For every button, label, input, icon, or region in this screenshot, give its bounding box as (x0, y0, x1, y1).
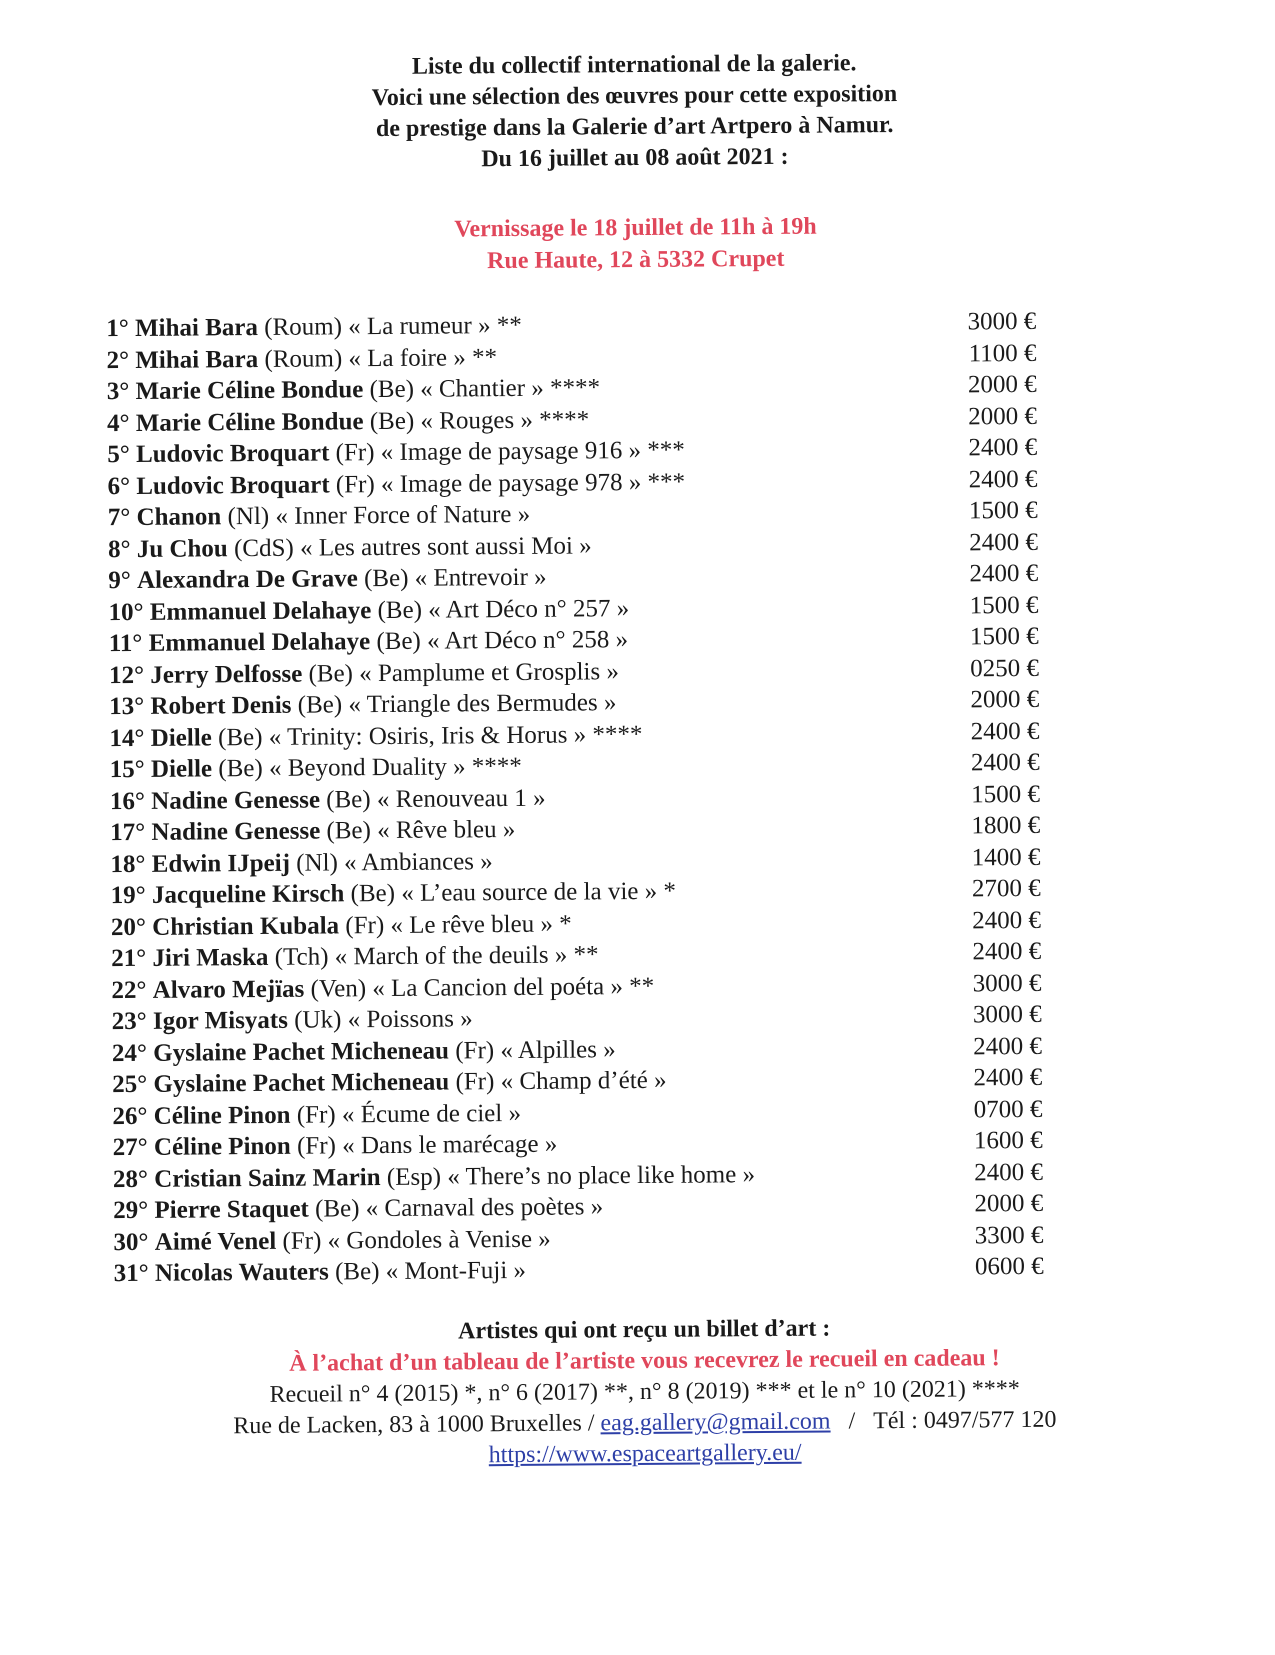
work-artist: Dielle (151, 724, 212, 751)
work-origin: (Be) (376, 628, 421, 655)
work-stars: *** (647, 437, 685, 464)
work-title: « There’s no place like home » (447, 1161, 755, 1190)
work-price: 1400 € (950, 841, 1040, 873)
document-footer (144, 1311, 1145, 1474)
work-origin: (Ven) (310, 975, 366, 1002)
header-dates: Du 16 juillet au 08 août 2021 : (235, 140, 1035, 177)
work-artist: Gyslaine Pachet Micheneau (153, 1037, 449, 1066)
work-price: 2400 € (953, 1156, 1043, 1188)
work-number: 24° (112, 1039, 147, 1066)
work-price: 0250 € (949, 652, 1039, 684)
work-title: « Rouges » (420, 406, 533, 434)
work-title: « Mont-Fuji » (386, 1257, 527, 1285)
work-stars: **** (539, 406, 589, 433)
work-artist: Ludovic Broquart (136, 439, 330, 468)
work-origin: (Be) (218, 723, 263, 750)
work-number: 20° (111, 913, 146, 940)
work-number: 12° (109, 661, 144, 688)
work-artist: Nadine Genesse (151, 818, 320, 846)
work-number: 25° (112, 1071, 147, 1098)
work-price: 1500 € (948, 495, 1038, 527)
work-price: 2400 € (949, 715, 1039, 747)
work-title: « Image de paysage 978 » (381, 468, 642, 497)
work-price: 1500 € (949, 621, 1039, 653)
work-price: 2000 € (949, 684, 1039, 716)
phone-number: Tél : 0497/577 120 (873, 1407, 1057, 1434)
work-number: 6° (107, 472, 130, 499)
work-title: « Dans le marécage » (342, 1131, 557, 1160)
work-number: 21° (111, 945, 146, 972)
work-price: 2400 € (951, 904, 1041, 936)
work-title: « Pamplume et Grosplis » (359, 658, 619, 687)
document-header (234, 47, 1035, 177)
work-artist: Jerry Delfosse (150, 660, 302, 688)
work-price: 1600 € (953, 1125, 1043, 1157)
work-artist: Edwin IJpeij (152, 849, 290, 877)
work-number: 1° (106, 315, 129, 342)
work-title: « Ambiances » (344, 848, 493, 876)
work-stars: ** (472, 344, 497, 371)
work-origin: (CdS) (234, 534, 294, 561)
work-number: 13° (109, 693, 144, 720)
work-origin: (Fr) (345, 912, 384, 939)
work-number: 4° (107, 409, 130, 436)
work-artist: Ludovic Broquart (136, 471, 330, 500)
vernissage-address: Rue Haute, 12 à 5332 Crupet (236, 241, 1036, 279)
work-origin: (Be) (315, 1195, 360, 1222)
work-price: 3000 € (946, 306, 1036, 338)
recueils-line: Recueil n° 4 (2015) *, n° 6 (2017) **, n° 8 (2019) *** et le n° 10 (2021) **** (145, 1373, 1145, 1412)
work-price: 2000 € (947, 369, 1037, 401)
work-number: 29° (113, 1197, 148, 1224)
work-price: 2000 € (953, 1188, 1043, 1220)
work-title: « L’eau source de la vie » (401, 878, 657, 907)
work-origin: (Be) (326, 817, 371, 844)
work-number: 19° (111, 882, 146, 909)
promo-line: À l’achat d’un tableau de l’artiste vous recevrez le recueil en cadeau ! (144, 1342, 1144, 1381)
work-title: « Renouveau 1 » (377, 784, 546, 812)
contact-separator: / (830, 1406, 873, 1437)
work-artist: Jiri Maska (152, 944, 268, 972)
work-title: « Trinity: Osiris, Iris & Horus » (269, 721, 587, 750)
work-origin: (Esp) (387, 1163, 441, 1190)
work-number: 22° (111, 976, 146, 1003)
work-artist: Céline Pinon (154, 1133, 291, 1161)
work-artist: Cristian Sainz Marin (154, 1164, 381, 1193)
work-price: 0600 € (954, 1251, 1044, 1283)
vernissage-date: Vernissage le 18 juillet de 11h à 19h (235, 209, 1035, 247)
work-price: 2400 € (950, 747, 1040, 779)
work-stars: *** (647, 468, 685, 495)
work-origin: (Tch) (275, 943, 329, 970)
billet-heading: Artistes qui ont reçu un billet d’art : (144, 1311, 1144, 1350)
work-number: 18° (110, 850, 145, 877)
work-stars: ** (573, 941, 598, 968)
work-number: 30° (113, 1228, 148, 1255)
work-number: 31° (114, 1260, 149, 1287)
work-price: 2400 € (951, 936, 1041, 968)
postal-address: Rue de Lacken, 83 à 1000 Bruxelles / (233, 1410, 594, 1439)
work-number: 23° (112, 1008, 147, 1035)
works-list (106, 306, 1044, 1290)
work-row (114, 1251, 1044, 1290)
header-line-1: Liste du collectif international de la galerie. (234, 47, 1034, 84)
work-price: 2000 € (947, 400, 1037, 432)
work-origin: (Be) (370, 407, 415, 434)
work-title: « Gondoles à Venise » (328, 1225, 551, 1254)
work-artist: Marie Céline Bondue (135, 376, 363, 405)
work-price: 3000 € (951, 967, 1041, 999)
work-origin: (Be) (369, 376, 414, 403)
work-price: 2400 € (947, 463, 1037, 495)
work-number: 17° (110, 819, 145, 846)
work-price: 1500 € (950, 778, 1040, 810)
work-origin: (Roum) (264, 313, 342, 341)
work-origin: (Fr) (297, 1132, 336, 1159)
work-stars: ** (629, 972, 654, 999)
work-artist: Mihai Bara (135, 345, 258, 373)
work-artist: Dielle (151, 755, 212, 782)
work-artist: Céline Pinon (154, 1101, 291, 1129)
work-artist: Igor Misyats (153, 1007, 288, 1035)
work-number: 8° (108, 535, 131, 562)
work-title: « Poissons » (348, 1005, 473, 1033)
work-title: « La rumeur » (348, 312, 491, 340)
work-number: 27° (113, 1134, 148, 1161)
work-stars: ** (497, 312, 522, 339)
vernissage-block (235, 209, 1035, 279)
work-title: « Art Déco n° 257 » (428, 595, 629, 624)
work-artist: Pierre Staquet (154, 1196, 309, 1224)
work-artist: Mihai Bara (135, 314, 258, 342)
work-price: 1500 € (948, 589, 1038, 621)
work-title: « Entrevoir » (415, 564, 547, 592)
website-link[interactable]: https://www.espaceartgallery.eu/ (489, 1440, 802, 1468)
work-number: 14° (109, 724, 144, 751)
work-price: 2400 € (952, 1062, 1042, 1094)
work-price: 3300 € (953, 1219, 1043, 1251)
work-stars: **** (592, 720, 642, 747)
work-stars: **** (472, 753, 522, 780)
work-origin: (Fr) (455, 1068, 494, 1095)
work-number: 5° (107, 441, 130, 468)
work-title: « Carnaval des poètes » (366, 1193, 604, 1222)
work-artist: Aimé Venel (155, 1227, 277, 1255)
work-origin: (Be) (308, 660, 353, 687)
work-origin: (Be) (326, 786, 371, 813)
work-number: 7° (108, 504, 131, 531)
work-origin: (Fr) (335, 439, 374, 466)
work-price: 2400 € (952, 1030, 1042, 1062)
work-artist: Emmanuel Delahaye (150, 597, 372, 626)
work-title: « Champ d’été » (501, 1067, 667, 1095)
work-artist: Robert Denis (150, 692, 291, 720)
work-title: « Alpilles » (500, 1036, 616, 1064)
work-title: « Beyond Duality » (269, 753, 466, 782)
work-title: « Le rêve bleu » (390, 910, 553, 938)
work-artist: Chanon (136, 503, 221, 531)
work-artist: Ju Chou (137, 535, 228, 563)
work-price: 3000 € (952, 999, 1042, 1031)
work-title: « Inner Force of Nature » (275, 501, 530, 530)
work-price: 2400 € (948, 526, 1038, 558)
work-number: 3° (107, 378, 130, 405)
work-price: 2700 € (951, 873, 1041, 905)
work-origin: (Be) (350, 880, 395, 907)
work-artist: Emmanuel Delahaye (149, 628, 371, 657)
work-title: « March of the deuils » (335, 942, 568, 971)
work-origin: (Be) (335, 1258, 380, 1285)
header-line-2: Voici une sélection des œuvres pour cette exposition (234, 78, 1034, 115)
work-title: « Art Déco n° 258 » (427, 626, 628, 655)
work-number: 11° (109, 630, 143, 657)
work-price: 1100 € (946, 337, 1036, 369)
work-origin: (Fr) (455, 1037, 494, 1064)
work-artist: Alvaro Mejïas (153, 975, 305, 1003)
work-number: 26° (112, 1102, 147, 1129)
work-number: 28° (113, 1165, 148, 1192)
work-origin: (Fr) (297, 1101, 336, 1128)
work-origin: (Roum) (264, 345, 342, 373)
work-number: 15° (110, 756, 145, 783)
work-origin: (Be) (377, 596, 422, 623)
work-origin: (Be) (218, 755, 263, 782)
work-price: 2400 € (948, 558, 1038, 590)
work-title: « La foire » (348, 344, 466, 372)
work-artist: Nicolas Wauters (155, 1258, 329, 1286)
work-title: « Image de paysage 916 » (381, 437, 642, 466)
work-artist: Alexandra De Grave (137, 565, 358, 594)
work-title: « Triangle des Bermudes » (348, 689, 616, 718)
work-origin: (Be) (298, 691, 343, 718)
work-title: « Les autres sont aussi Moi » (300, 532, 592, 561)
work-price: 2400 € (947, 432, 1037, 464)
work-artist: Gyslaine Pachet Micheneau (153, 1069, 449, 1098)
work-artist: Nadine Genesse (151, 786, 320, 814)
work-origin: (Fr) (282, 1227, 321, 1254)
work-artist: Christian Kubala (152, 912, 339, 940)
work-price: 0700 € (952, 1093, 1042, 1125)
work-number: 16° (110, 787, 145, 814)
work-number: 10° (108, 598, 143, 625)
header-line-3: de prestige dans la Galerie d’art Artpero à Namur. (235, 109, 1035, 146)
work-artist: Jacqueline Kirsch (152, 880, 345, 909)
work-stars: * (559, 910, 572, 937)
work-price: 1800 € (950, 810, 1040, 842)
work-title: « Rêve bleu » (377, 816, 515, 844)
work-number: 2° (106, 346, 129, 373)
work-origin: (Fr) (336, 471, 375, 498)
work-origin: (Nl) (296, 849, 338, 876)
work-origin: (Be) (364, 565, 409, 592)
email-link[interactable]: eag.gallery@gmail.com (600, 1409, 830, 1437)
work-artist: Marie Céline Bondue (136, 408, 364, 437)
work-title: « La Cancion del poéta » (372, 973, 623, 1002)
work-number: 9° (108, 567, 131, 594)
work-title: « Chantier » (420, 375, 544, 403)
work-origin: (Uk) (294, 1006, 341, 1033)
work-stars: * (663, 878, 676, 905)
work-title: « Écume de ciel » (342, 1099, 521, 1127)
work-stars: **** (550, 374, 600, 401)
work-origin: (Nl) (227, 503, 269, 530)
